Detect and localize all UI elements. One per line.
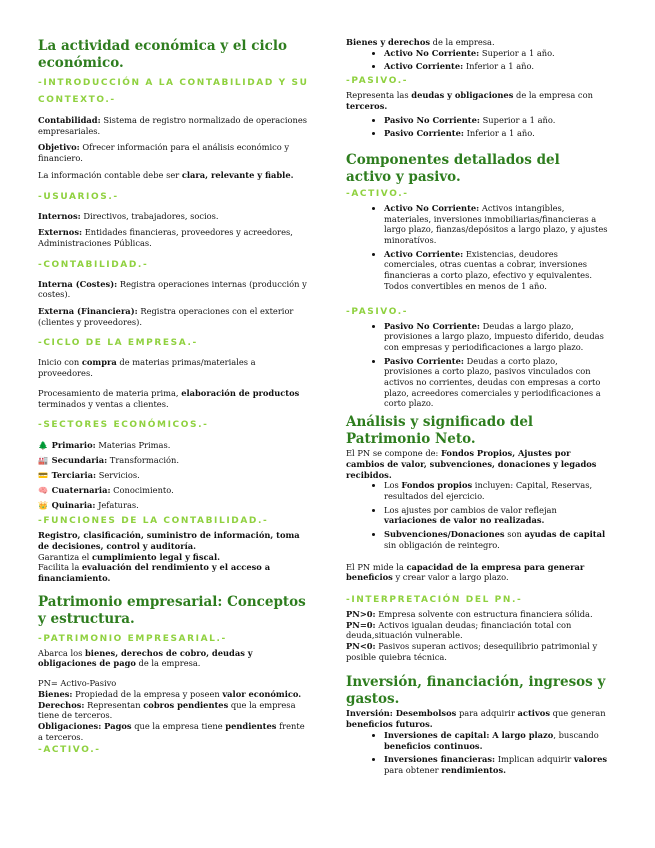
funciones-line-2: Garantiza el cumplimiento legal y fiscal. <box>38 551 220 562</box>
funciones-heading: -FUNCIONES DE LA CONTABILIDAD.- <box>38 516 269 527</box>
pn-list <box>346 480 608 550</box>
list-item: • Los ajustes por cambios de valor reflejan variaciones de valor no realizadas. <box>384 505 608 526</box>
list-item: • Activo No Corriente: Superior a 1 año. <box>384 48 608 59</box>
list-item: • Activo No Corriente: Activos intangibles, materiales, inversiones inmobiliarias/financieras a largo plazo, fianzas/depósitos a largo plazo, y ajustes minoratívos. <box>384 203 608 246</box>
intro-heading: -INTRODUCCIÓN A LA CONTABILIDAD Y SU CONTEXTO.- <box>38 78 309 105</box>
right-column <box>346 0 608 776</box>
contabilidad-heading: -CONTABILIDAD.- <box>38 259 149 270</box>
analisis-title: Análisis y significado del Patrimonio Neto. <box>346 414 534 448</box>
inversion-title: Inversión, financiación, ingresos y gastos. <box>346 674 606 708</box>
ciclo-step-1: Inicio con compra de materias primas/materiales a proveedores. <box>38 357 256 379</box>
patrimonio-heading: -PATRIMONIO EMPRESARIAL.- <box>38 633 227 644</box>
tree-icon: 🌲 <box>38 441 48 451</box>
obligaciones-definition: Obligaciones: Pagos que la empresa tiene pendientes frente a terceros. <box>38 720 305 742</box>
componentes-title: Componentes detallados del activo y pasivo. <box>346 151 560 185</box>
list-item: • Pasivo Corriente: Inferior a 1 año. <box>384 128 608 139</box>
inversion-list <box>346 730 608 776</box>
usuarios-heading: -USUARIOS.- <box>38 191 119 202</box>
internos-definition: Internos: Directivos, trabajadores, socios. <box>38 210 219 221</box>
pn-formula: PN= Activo-Pasivo <box>38 678 117 689</box>
sector-terciaria: 💳 Terciaria: Servicios. <box>38 468 310 483</box>
left-column <box>38 0 310 759</box>
pasivo-list <box>346 115 608 139</box>
externos-definition: Externos: Entidades financieras, proveedores y acreedores, Administraciones Públicas. <box>38 227 293 248</box>
bienes-definition: Bienes: Propiedad de la empresa y poseen valor económico. <box>38 688 302 699</box>
sector-secundaria: 🏭 Secundaria: Transformación. <box>38 453 310 468</box>
interp-positive: PN>0: Empresa solvente con estructura financiera sólida. <box>346 608 593 619</box>
list-item: • Activo Corriente: Existencias, deudores comerciales, otras cuentas a cobrar, inversiones financieras a corto plazo, efectivo y equivalentes. Todos convertibles en menos de 1 año. <box>384 249 608 292</box>
page-title: La actividad económica y el ciclo económico. <box>38 38 287 71</box>
list-item: • Inversiones de capital: A largo plazo, buscando beneficios continuos. <box>384 730 608 751</box>
brain-icon: 🧠 <box>38 486 48 496</box>
inversion-definition: Inversión: Desembolsos para adquirir activos que generan beneficios futuros. <box>346 708 606 730</box>
ciclo-heading: -CICLO DE LA EMPRESA.- <box>38 338 198 349</box>
list-item: • Pasivo No Corriente: Superior a 1 año. <box>384 115 608 126</box>
interp-zero: PN=0: Activos igualan deudas; financiación total con deuda,situación vulnerable. <box>346 619 572 641</box>
derechos-definition: Derechos: Representan cobros pendientes que la empresa tiene de terceros. <box>38 699 296 721</box>
list-item: • Inversiones financieras: Implican adquirir valores para obtener rendimientos. <box>384 754 608 775</box>
interna-definition: Interna (Costes): Registra operaciones internas (producción y costes). <box>38 278 307 300</box>
pn-mide: El PN mide la capacidad de la empresa para generar beneficios y crear valor a largo plazo. <box>346 561 585 583</box>
activo-heading: -ACTIVO.- <box>38 745 101 756</box>
factory-icon: 🏭 <box>38 456 48 466</box>
objetivo-definition: Objetivo: Ofrecer información para el análisis económico y financiero. <box>38 142 290 164</box>
sector-quinaria: 👑 Quinaria: Jefaturas. <box>38 498 310 513</box>
sector-primario: 🌲 Primario: Materias Primas. <box>38 438 310 453</box>
list-item: • Pasivo Corriente: Deudas a corto plazo, provisiones a corto plazo, pasivos vinculados con activos no corrientes, deudas con empresas a corto plazo, acreedores comerciales y periodificaciones a corto plazo. <box>384 356 608 410</box>
card-icon: 💳 <box>38 471 48 481</box>
list-item: • Los Fondos propios incluyen: Capital, Reservas, resultados del ejercicio. <box>384 480 608 501</box>
activo-intro: Bienes y derechos de la empresa. <box>346 37 495 47</box>
list-item: • Pasivo No Corriente: Deudas a largo plazo, provisiones a largo plazo, impuesto diferido, deudas con empresas y periodificaciones a largo plazo. <box>384 321 608 353</box>
interp-negative: PN<0: Pasivos superan activos; desequilibrio patrimonial y posible quiebra técnica. <box>346 641 598 662</box>
pasivo-heading: -PASIVO.- <box>346 76 409 87</box>
pn-composition: El PN se compone de: Fondos Propios, Ajustes por cambios de valor, subvenciones, donaciones y legados recibidos. <box>346 448 597 480</box>
pasivo2-list <box>346 321 608 410</box>
ciclo-step-2: Procesamiento de materia prima, elaboración de productos terminados y ventas a clientes. <box>38 387 300 409</box>
list-item: • Subvenciones/Donaciones son ayudas de capital sin obligación de reintegro. <box>384 529 608 550</box>
patrimonio-definition: Abarca los bienes, derechos de cobro, deudas y obligaciones de pago de la empresa. <box>38 647 253 669</box>
activo2-heading: -ACTIVO.- <box>346 188 409 199</box>
interpretacion-heading: -INTERPRETACIÓN DEL PN.- <box>346 594 523 605</box>
patrimonio-title: Patrimonio empresarial: Conceptos y estructura. <box>38 593 306 627</box>
info-statement: La información contable debe ser clara, relevante y fiable. <box>38 169 294 180</box>
activo2-list <box>346 203 608 292</box>
sectores-heading: -SECTORES ECONÓMICOS.- <box>38 420 209 431</box>
list-item: • Activo Corriente: Inferior a 1 año. <box>384 61 608 72</box>
sector-cuaternaria: 🧠 Cuaternaria: Conocimiento. <box>38 483 310 498</box>
crown-icon: 👑 <box>38 501 48 511</box>
contabilidad-definition: Contabilidad: Sistema de registro normalizado de operaciones empresariales. <box>38 115 307 136</box>
funciones-line-1: Registro, clasificación, suministro de información, toma de decisiones, control y auditoría. <box>38 530 300 551</box>
externa-definition: Externa (Financiera): Registra operaciones con el exterior (clientes y proveedores). <box>38 306 294 327</box>
pasivo2-heading: -PASIVO.- <box>346 306 409 317</box>
pasivo-intro: Representa las deudas y obligaciones de la empresa con terceros. <box>346 90 593 111</box>
funciones-line-3: Facilita la evaluación del rendimiento y el acceso a financiamiento. <box>38 562 271 584</box>
activo-list <box>346 48 608 72</box>
